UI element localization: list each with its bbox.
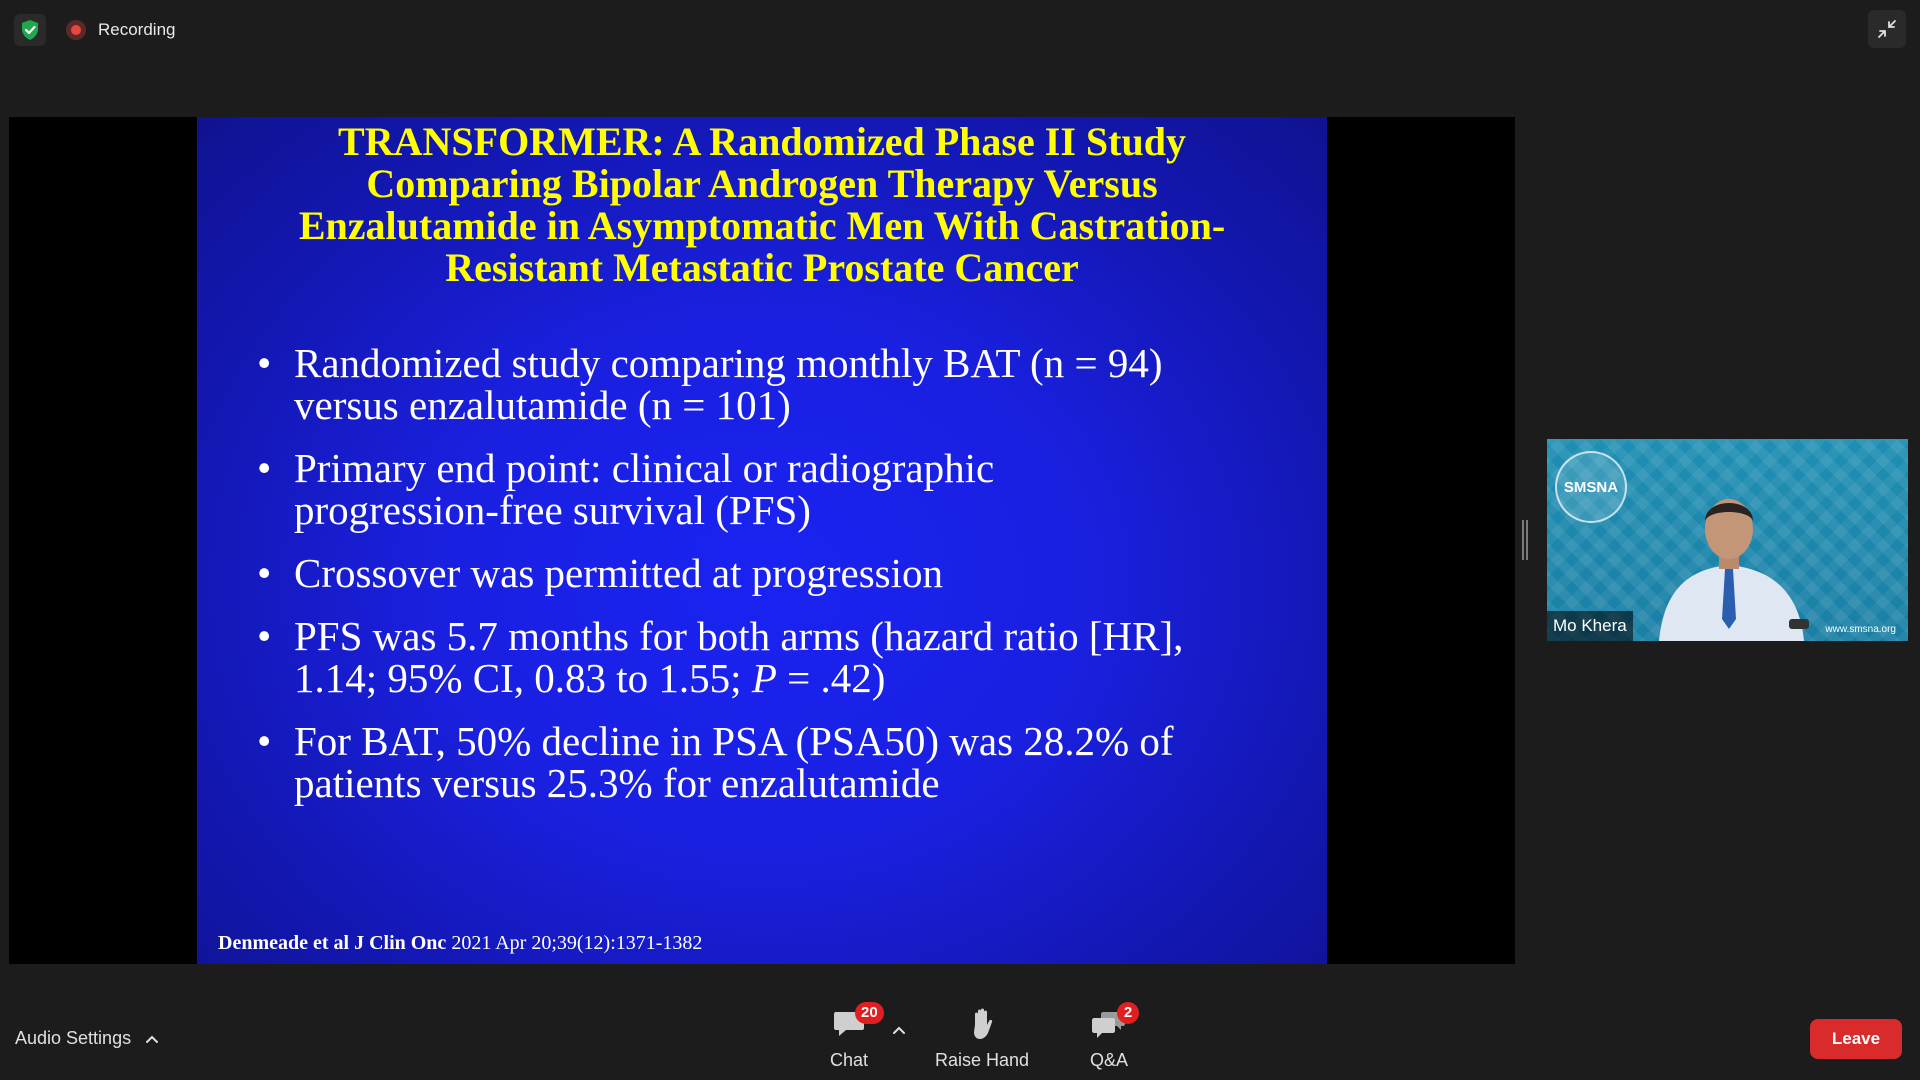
raise-hand-label: Raise Hand	[935, 1050, 1030, 1070]
participant-video-tile[interactable]	[1547, 439, 1908, 641]
raise-hand-icon	[967, 1007, 997, 1041]
panel-resize-handle[interactable]	[1522, 520, 1528, 560]
slide-bullet	[257, 615, 1307, 699]
minimize-arrows-icon	[1876, 18, 1898, 40]
slide-title-line: TRANSFORMER: A Randomized Phase II Study	[338, 119, 1186, 164]
bullet-line: progression-free survival (PFS)	[294, 487, 811, 533]
slide-title-line: Enzalutamide in Asymptomatic Men With Castration-	[298, 203, 1226, 248]
chevron-up-icon	[892, 1025, 906, 1035]
bullet-line: • Crossover was permitted at progression	[294, 550, 944, 596]
raise-hand-button[interactable]	[935, 1004, 1029, 1071]
chat-unread-badge: 20	[855, 1002, 884, 1024]
audio-settings-button[interactable]	[15, 1028, 159, 1049]
slide-title-line: Resistant Metastatic Prostate Cancer	[445, 245, 1079, 290]
recording-indicator[interactable]	[66, 14, 176, 46]
chevron-up-icon	[145, 1034, 159, 1044]
shared-screen	[9, 117, 1515, 964]
top-bar	[0, 0, 1920, 60]
chat-label: Chat	[829, 1050, 869, 1070]
bullet-line: patients versus 25.3% for enzalutamide	[294, 760, 940, 806]
qa-unread-badge: 2	[1117, 1002, 1139, 1024]
citation-details: 2021 Apr 20;39(12):1371-1382	[446, 932, 703, 954]
exit-fullscreen-button[interactable]	[1868, 10, 1906, 48]
security-shield-button[interactable]	[14, 14, 46, 46]
qa-button[interactable]	[1079, 1004, 1139, 1071]
logo-text: SMSNA	[1563, 478, 1619, 496]
p-value-symbol: P	[751, 655, 777, 701]
shield-check-icon	[20, 19, 40, 41]
audio-settings-label: Audio Settings	[15, 1028, 132, 1048]
bullet-line: • For BAT, 50% decline in PSA (PSA50) was 28.2% of	[294, 718, 1174, 764]
qa-label: Q&A	[1089, 1050, 1128, 1070]
slide-title	[197, 121, 1327, 289]
slide-bullet-list	[257, 342, 1307, 825]
participant-video-figure	[1639, 479, 1819, 641]
bullet-line-mixed	[294, 657, 1307, 699]
slide-bullet	[257, 720, 1307, 804]
presentation-slide	[197, 117, 1327, 964]
record-dot-icon	[66, 20, 86, 40]
citation-authors: Denmeade et al J Clin Onc	[218, 932, 447, 954]
bullet-line: versus enzalutamide (n = 101)	[294, 382, 791, 428]
background-site-text: www.smsna.org	[1825, 624, 1896, 635]
bullet-line: • Primary end point: clinical or radiographic	[294, 445, 995, 491]
participant-name-label: Mo Khera	[1547, 611, 1633, 641]
bullet-text: 1.14; 95% CI, 0.83 to 1.55;	[294, 655, 752, 701]
bullet-line: • PFS was 5.7 months for both arms (hazard ratio [HR],	[294, 613, 1184, 659]
chat-button[interactable]	[819, 1004, 879, 1071]
bullet-line: • Randomized study comparing monthly BAT (n = 94)	[294, 340, 1163, 386]
slide-bullet	[257, 447, 1307, 531]
bullet-text: = .42)	[776, 655, 886, 701]
slide-title-line: Comparing Bipolar Androgen Therapy Versus	[366, 161, 1158, 206]
meeting-toolbar	[0, 984, 1920, 1080]
slide-citation	[218, 932, 702, 955]
slide-bullet	[257, 342, 1307, 426]
smsna-logo	[1555, 451, 1627, 523]
chat-options-caret[interactable]	[892, 1022, 906, 1040]
recording-label: Recording	[98, 20, 176, 39]
leave-button[interactable]: Leave	[1810, 1019, 1902, 1059]
slide-bullet	[257, 552, 1307, 594]
